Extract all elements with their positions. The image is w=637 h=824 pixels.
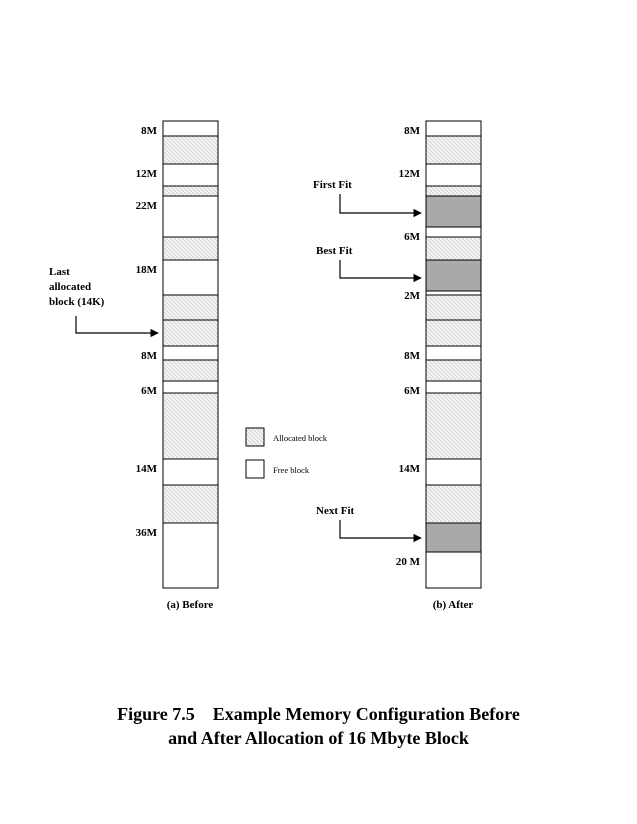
first-fit-label: First Fit [313, 179, 352, 191]
first-fit-pointer [313, 179, 421, 213]
after-block-free [426, 121, 481, 136]
before-block-allocated [163, 295, 218, 320]
after-block-free [426, 346, 481, 360]
after-block-new [426, 523, 481, 552]
before-block-free [163, 459, 218, 485]
before-block-free [163, 121, 218, 136]
after-block-size-label: 6M [404, 231, 420, 243]
before-block-size-label: 8M [141, 125, 157, 137]
after-block-size-label: 8M [404, 125, 420, 137]
after-block-allocated [426, 485, 481, 523]
best-fit-label: Best Fit [316, 245, 353, 257]
best-fit-arrow [340, 260, 421, 278]
before-block-allocated [163, 485, 218, 523]
after-block-size-label: 8M [404, 350, 420, 362]
legend-free-swatch [246, 460, 264, 478]
after-block-allocated [426, 320, 481, 346]
before-block-size-label: 12M [135, 168, 157, 180]
before-block-free [163, 381, 218, 393]
caption-line-2: and After Allocation of 16 Mbyte Block [168, 728, 469, 748]
before-label: (a) Before [166, 599, 214, 611]
before-block-size-label: 8M [141, 350, 157, 362]
first-fit-arrow [340, 194, 421, 213]
last-allocated-label-line1: Last [49, 266, 70, 278]
figure-caption [0, 702, 637, 750]
after-block-size-label: 6M [404, 385, 420, 397]
caption-title-line1: Example Memory Configuration Before [212, 704, 520, 724]
before-block-free [163, 196, 218, 237]
next-fit-arrow [340, 520, 421, 538]
legend-allocated-label: Allocated block [273, 433, 328, 443]
legend-allocated-swatch [246, 428, 264, 446]
before-block-free [163, 260, 218, 295]
after-block-size-label: 2M [404, 290, 420, 302]
after-block-allocated [426, 186, 481, 196]
after-block-allocated [426, 237, 481, 260]
after-block-allocated [426, 360, 481, 381]
before-block-size-label: 14M [135, 463, 157, 475]
after-block-free [426, 459, 481, 485]
before-block-allocated [163, 237, 218, 260]
before-block-allocated [163, 186, 218, 196]
legend-free-label: Free block [273, 465, 310, 475]
last-allocated-label-line2: allocated [49, 281, 92, 293]
before-block-size-label: 22M [135, 200, 157, 212]
after-block-new [426, 196, 481, 227]
last-allocated-pointer [49, 266, 158, 333]
after-column [396, 121, 481, 588]
before-block-size-label: 36M [135, 527, 157, 539]
after-block-size-label: 20 M [395, 556, 420, 568]
next-fit-pointer [316, 505, 421, 538]
last-allocated-label-line3: block (14K) [49, 296, 105, 308]
before-block-free [163, 164, 218, 186]
after-block-allocated [426, 295, 481, 320]
after-label: (b) After [432, 599, 474, 611]
legend [246, 428, 328, 478]
before-block-size-label: 6M [141, 385, 157, 397]
caption-line-1 [0, 702, 637, 726]
after-block-allocated [426, 393, 481, 459]
before-block-allocated [163, 360, 218, 381]
after-block-free [426, 291, 481, 295]
after-block-size-label: 12M [398, 168, 420, 180]
before-block-allocated [163, 320, 218, 346]
next-fit-label: Next Fit [316, 505, 355, 517]
before-column [136, 121, 218, 588]
before-block-allocated [163, 136, 218, 164]
before-block-size-label: 18M [135, 264, 157, 276]
after-block-new [426, 260, 481, 291]
after-block-free [426, 227, 481, 237]
after-block-free [426, 164, 481, 186]
before-block-allocated [163, 393, 218, 459]
last-allocated-arrow [76, 316, 158, 333]
before-block-free [163, 346, 218, 360]
after-block-free [426, 381, 481, 393]
after-block-allocated [426, 136, 481, 164]
after-block-size-label: 14M [398, 463, 420, 475]
figure-number: Figure 7.5 [117, 704, 195, 724]
best-fit-pointer [316, 245, 421, 278]
before-block-free [163, 523, 218, 588]
after-block-free [426, 552, 481, 588]
